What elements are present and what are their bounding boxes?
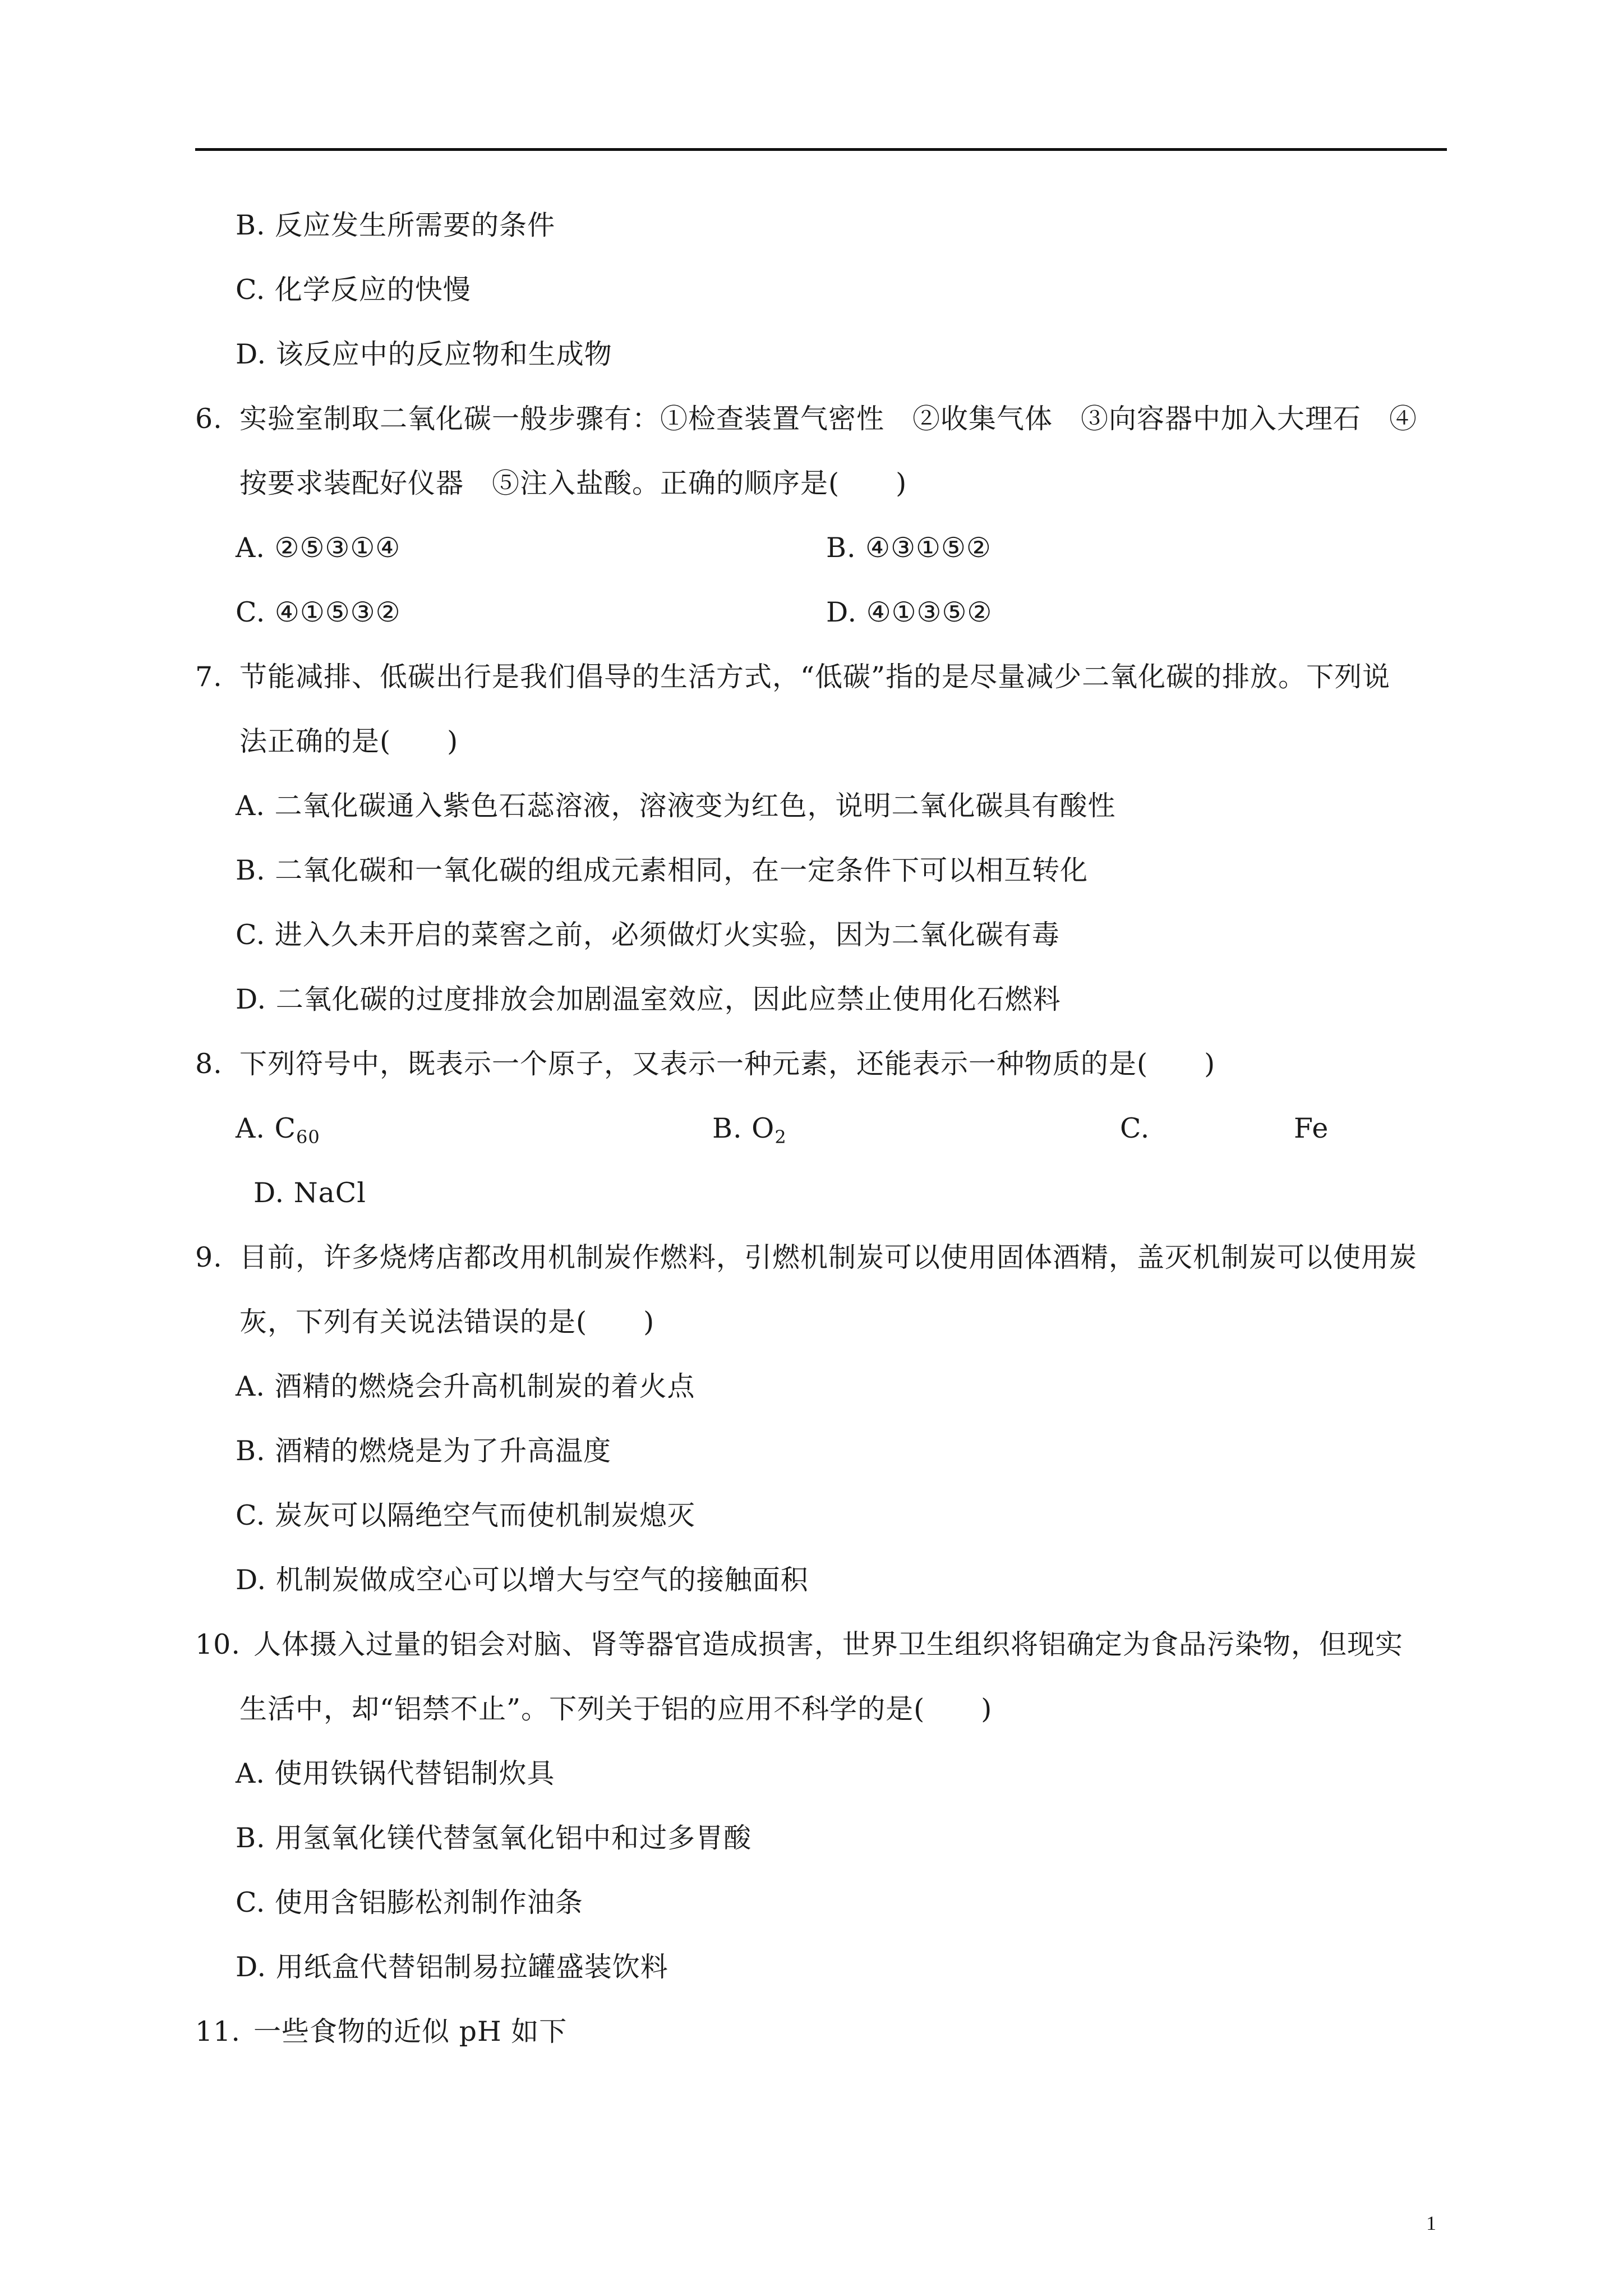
- q7-option-b: B. 二氧化碳和一氧化碳的组成元素相同，在一定条件下可以相互转化: [236, 854, 1089, 886]
- q5-option-d: D. 该反应中的反应物和生成物: [236, 338, 612, 370]
- q7-number: 7.: [195, 661, 223, 693]
- q11-number: 11.: [195, 2016, 241, 2047]
- q11-stem-line1: 一些食物的近似 pH 如下: [253, 2016, 568, 2047]
- q6-option-c: C. ④①⑤③②: [236, 596, 401, 628]
- q8-option-a-prefix: A. C: [236, 1112, 297, 1144]
- q7-option-a: A. 二氧化碳通入紫色石蕊溶液，溶液变为红色，说明二氧化碳具有酸性: [236, 790, 1116, 822]
- q7-stem-line2: 法正确的是( ): [239, 725, 459, 757]
- q7-option-c: C. 进入久未开启的菜窖之前，必须做灯火实验，因为二氧化碳有毒: [236, 919, 1060, 951]
- page-number: 1: [1426, 2212, 1436, 2234]
- q10-stem-line2: 生活中，却“铝禁不止”。下列关于铝的应用不科学的是( ): [239, 1693, 993, 1725]
- q6-option-a: A. ②⑤③①④: [236, 532, 401, 564]
- q9-option-c: C. 炭灰可以隔绝空气而使机制炭熄灭: [236, 1499, 695, 1531]
- q7-option-d: D. 二氧化碳的过度排放会加剧温室效应，因此应禁止使用化石燃料: [236, 983, 1061, 1015]
- q5-option-c: C. 化学反应的快慢: [236, 274, 471, 306]
- q8-option-b: [712, 1112, 787, 1148]
- q8-option-b-subscript: 2: [774, 1126, 787, 1148]
- q10-option-b: B. 用氢氧化镁代替氢氧化铝中和过多胃酸: [236, 1822, 752, 1854]
- q10-option-d: D. 用纸盒代替铝制易拉罐盛装饮料: [236, 1951, 668, 1983]
- q5-option-b: B. 反应发生所需要的条件: [236, 209, 556, 241]
- q10-number: 10.: [195, 1628, 241, 1660]
- q9-option-d: D. 机制炭做成空心可以增大与空气的接触面积: [236, 1564, 809, 1596]
- q10-option-c: C. 使用含铝膨松剂制作油条: [236, 1887, 583, 1918]
- q6-stem-line1: 实验室制取二氧化碳一般步骤有：①检查装置气密性 ②收集气体 ③向容器中加入大理石 ④: [239, 403, 1418, 435]
- q8-stem-line1: 下列符号中，既表示一个原子，又表示一种元素，还能表示一种物质的是( ): [239, 1048, 1216, 1080]
- q8-option-b-prefix: B. O: [712, 1112, 775, 1144]
- q8-option-d: D. NaCl: [253, 1177, 366, 1209]
- q9-option-a: A. 酒精的燃烧会升高机制炭的着火点: [236, 1370, 695, 1402]
- q10-option-a: A. 使用铁锅代替铝制炊具: [236, 1757, 555, 1789]
- q6-number: 6.: [195, 403, 223, 435]
- q7-stem-line1: 节能减排、低碳出行是我们倡导的生活方式，“低碳”指的是尽量减少二氧化碳的排放。下列说: [239, 661, 1391, 693]
- q10-stem-line1: 人体摄入过量的铝会对脑、肾等器官造成损害，世界卫生组织将铝确定为食品污染物，但现实: [253, 1628, 1404, 1660]
- q6-stem-line2: 按要求装配好仪器 ⑤注入盐酸。正确的顺序是( ): [239, 467, 907, 499]
- q6-option-d: D. ④①③⑤②: [826, 596, 993, 628]
- header-rule: [195, 148, 1447, 151]
- q9-option-b: B. 酒精的燃烧是为了升高温度: [236, 1435, 612, 1467]
- q9-stem-line2: 灰，下列有关说法错误的是( ): [239, 1306, 655, 1338]
- q9-stem-line1: 目前，许多烧烤店都改用机制炭作燃料，引燃机制炭可以使用固体酒精，盖灭机制炭可以使用炭: [239, 1241, 1418, 1273]
- q6-option-b: B. ④③①⑤②: [826, 532, 992, 564]
- q8-option-c: C.: [1120, 1112, 1150, 1144]
- q8-number: 8.: [195, 1048, 223, 1080]
- q8-option-a-subscript: 60: [296, 1126, 320, 1148]
- q9-number: 9.: [195, 1241, 223, 1273]
- q8-option-c-value: Fe: [1294, 1112, 1329, 1144]
- q8-option-a: [236, 1112, 320, 1148]
